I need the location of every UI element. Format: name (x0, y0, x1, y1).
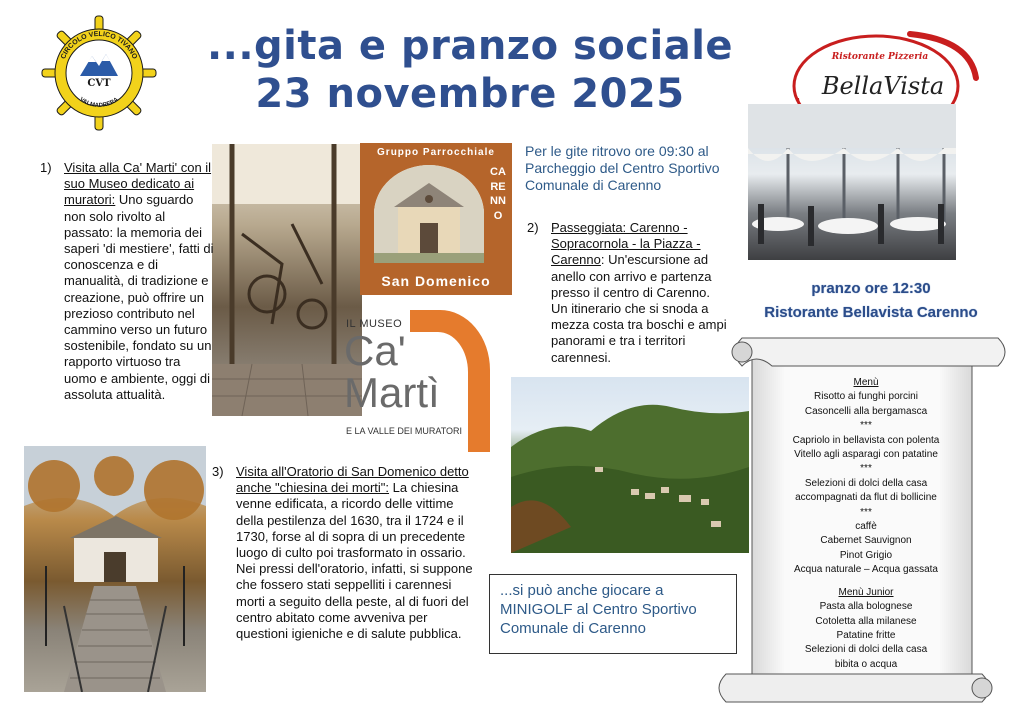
parish-vertical-name: CARENNO (490, 166, 506, 222)
menu-separator: *** (860, 420, 872, 432)
menu-line: accompagnati da flut di bollicine (795, 492, 937, 504)
menu-line: Cabernet Sauvignon (820, 535, 912, 547)
title-line-1: ...gita e pranzo sociale (206, 23, 734, 69)
club-logo (40, 14, 158, 132)
club-town-arc: VALMADRERA (78, 96, 120, 110)
item-3-heading: Visita all'Oratorio di San Domenico detto anche "chiesina dei morti": (236, 464, 469, 496)
menu-junior-line: bibita o acqua (834, 658, 898, 670)
menu-junior-heading: Menù Junior (838, 586, 894, 598)
item-3-text: La chiesina venne edificata, a ricordo delle vittime della pestilenza del 1630, tra il 1724 e il 1730, forse al di sopra di un precedente luogo di culto poi trasformato in ossario. Nei pressi dell'oratorio, infatti, si suppone che fossero stati seppelliti i carennesi morti a seguito della peste, al di fuori del centro abitato come avveniva per questioni igieniche e di salute pubblica. (236, 480, 473, 642)
menu-junior-line: Patatine fritte (836, 629, 896, 641)
parish-logo (360, 143, 512, 295)
menu-junior-line: Cotoletta alla milanese (815, 615, 917, 627)
item-1-heading: Visita alla Ca' Marti' con il suo Museo dedicato ai muratori: (64, 160, 212, 208)
minigolf-box: ...si può anche giocare a MINIGOLF al Centro Sportivo Comunale di Carenno (489, 574, 737, 654)
menu-separator: *** (860, 463, 872, 475)
item-2-number: 2) (527, 220, 539, 235)
restaurant-dining-photo (748, 104, 956, 260)
item-3 (212, 464, 482, 654)
menu-heading: Menù (853, 377, 879, 388)
lunch-restaurant: Ristorante Bellavista Carenno (764, 304, 978, 321)
item-2-text: : Un'escursione ad anello con arrivo e partenza presso il centro di Carenno. Un itinerario che si snoda a mezza costa tra boschi e ampi panorami e tra i territori carennesi. (551, 252, 727, 365)
menu-junior-line: Selezioni di dolci della casa (804, 644, 928, 656)
lunch-time: pranzo ore 12:30 (811, 280, 931, 297)
club-name-arc: CIRCOLO VELICO TIVANO (59, 30, 139, 61)
museum-name-a: Ca' (344, 327, 406, 374)
item-1-number: 1) (40, 160, 52, 175)
menu-line: Selezioni di dolci della casa (804, 477, 928, 489)
item-1-text: Uno sguardo non solo rivolto al passato: la memoria dei saperi 'di mestiere', fatti di conoscenza e di manualità, di tradizione e creazione, può offrire un prezioso contributo nel cammino verso un futuro sostenibile, fondato su un rapporto virtuoso tra uomo e ambiente, oggi di assoluta attualità. (64, 192, 214, 402)
item-1 (40, 160, 216, 410)
svg-text:CIRCOLO VELICO TIVANO (60, 31, 138, 61)
parish-church-image (374, 165, 484, 263)
title-line-2: 23 novembre 2025 (255, 71, 685, 117)
menu-line: Acqua naturale – Acqua gassata (794, 564, 938, 576)
item-2-heading: Passeggiata: Carenno - Sopracornola - la Piazza - Carenno (551, 220, 701, 268)
menu-line: Risotto ai funghi porcini (814, 391, 918, 403)
menu-line: Pinot Grigio (839, 549, 893, 561)
restaurant-type: Ristorante Pizzeria (831, 52, 929, 62)
menu-separator: *** (860, 506, 872, 518)
parish-header: Gruppo Parrocchiale (377, 147, 495, 158)
menu-line: Vitello agli asparagi con patatine (794, 449, 938, 461)
item-2 (527, 220, 727, 370)
menu-junior-line: Pasta alla bolognese (819, 601, 913, 613)
menu-line: Capriolo in bellavista con polenta (792, 434, 940, 446)
svg-text:VALMADRERA (78, 96, 120, 109)
parish-footer: San Domenico (381, 273, 491, 289)
menu (760, 376, 972, 672)
menu-line: Casoncelli alla bergamasca (804, 405, 928, 417)
item-3-number: 3) (212, 464, 224, 479)
restaurant-name: BellaVista (821, 72, 945, 100)
museum-line1: IL MUSEO (346, 318, 403, 330)
menu-line: caffè (855, 521, 877, 533)
oratory-photo (24, 446, 206, 692)
museum-name-b: Martì (344, 369, 440, 416)
museum-line4: E LA VALLE DEI MURATORI (346, 426, 463, 436)
meeting-info: Per le gite ritrovo ore 09:30 al Parcheggio del Centro Sportivo Comunale di Carenno (525, 143, 720, 193)
club-initials: CVT (87, 78, 111, 89)
museum-logo (340, 310, 494, 452)
